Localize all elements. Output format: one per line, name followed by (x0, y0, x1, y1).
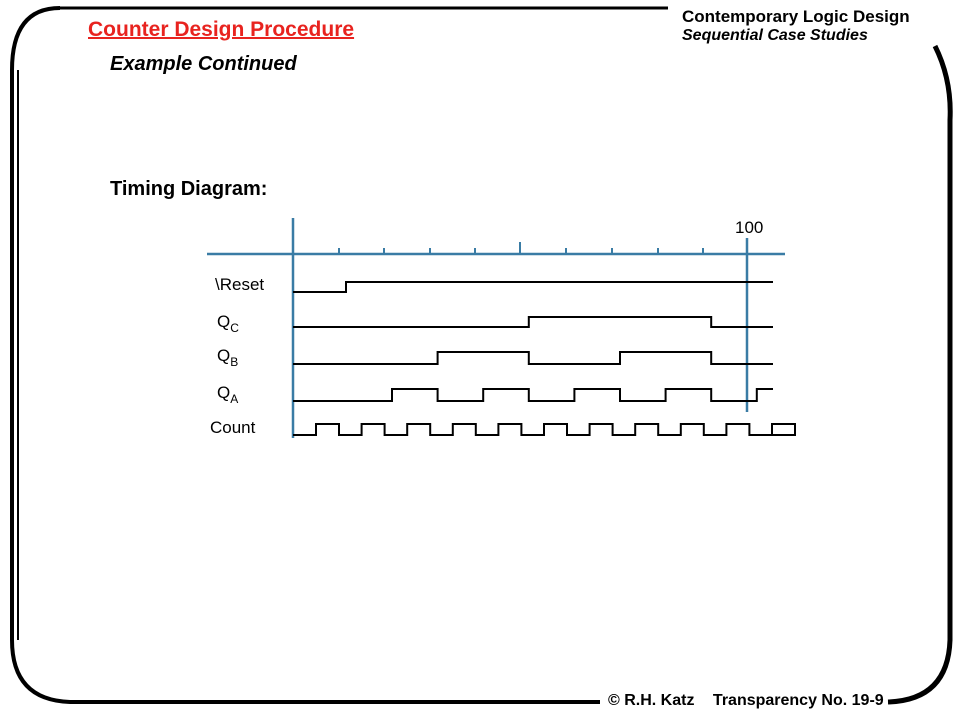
footer (608, 692, 884, 710)
waveform-qc (293, 317, 773, 327)
waveforms (293, 282, 795, 435)
transparency-number: Transparency No. 19-9 (712, 692, 884, 709)
course-title: Contemporary Logic Design (682, 7, 910, 26)
copyright: © R.H. Katz (608, 692, 695, 709)
waveform-qb (293, 352, 773, 364)
signal-label-qc: $Q_C$ (217, 312, 239, 335)
slide-title: Counter Design Procedure (88, 18, 355, 41)
section-heading: Timing Diagram: (110, 178, 268, 200)
waveform-reset (293, 282, 773, 292)
signal-label-reset: \Reset (215, 275, 265, 294)
marker-label: 100 (735, 218, 764, 237)
waveform-qa (293, 389, 773, 401)
slide-subtitle: Example Continued (110, 53, 297, 75)
signal-label-qa: $Q_A$ (217, 383, 239, 406)
waveform-count (293, 424, 795, 435)
signal-label-count: Count (210, 418, 256, 437)
chapter-title: Sequential Case Studies (682, 27, 868, 44)
signal-label-qb: $Q_B$ (217, 346, 239, 369)
